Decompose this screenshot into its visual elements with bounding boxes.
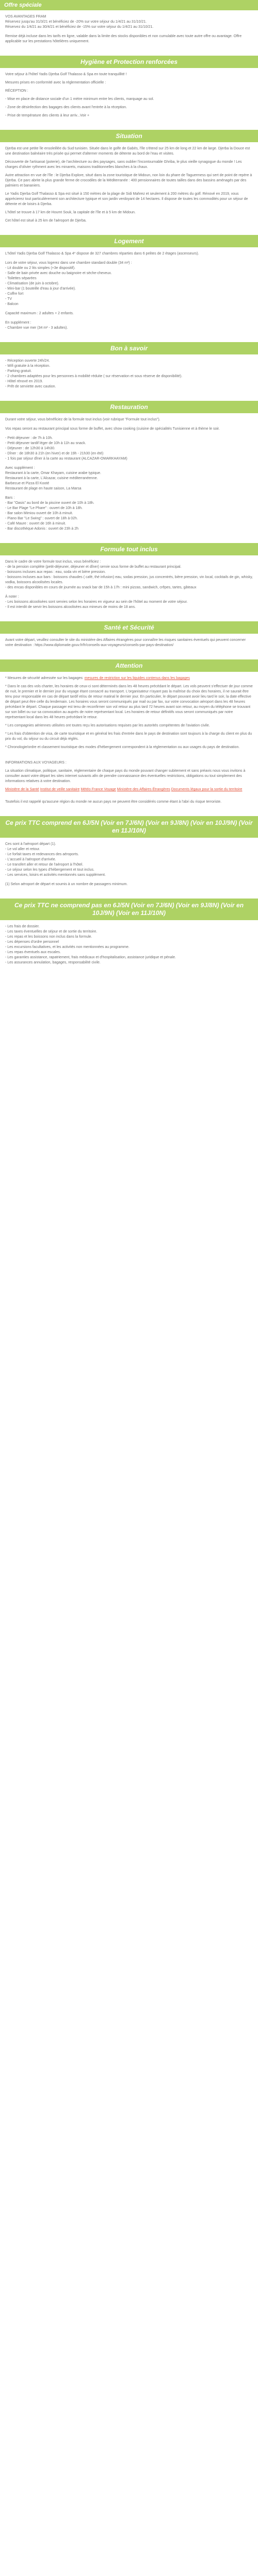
section-hygiene	[0, 68, 258, 118]
text-line: - Lit double ou 2 lits simples (+3e dispositif).	[5, 266, 75, 270]
text-line: - Le forfait taxes et redevances des aéroports.	[5, 853, 79, 856]
paragraph: Avant votre départ, veuillez consulter le site du ministère des Affaires étrangères pour connaître les risques sanitaires éventuels qui peuvent concerner votre destination : https://www.diplomatie.gouv.fr/fr/conseils-aux-voyageurs/conseils-par-pays-destination/	[5, 638, 246, 647]
text-line: - Il est interdit de servir les boissons alcoolisées aux mineurs de moins de 18 ans.	[5, 605, 136, 609]
text-line: - Les frais de dossier.	[5, 925, 40, 928]
text-line: - Les repas et les boissons non inclus dans la formule.	[5, 935, 92, 939]
paragraph: La situation climatique, politique, sanitaire, réglementaire de chaque pays du monde pouvant changer subitement et sans préavis nous vous invitons à consulter avant votre départ les sites internet suivants afin de prendre connaissance des éventuelles restrictions, obligations ou tout simplement des informations relatives à votre destination.	[5, 769, 246, 783]
text-line	[5, 590, 253, 595]
text-line: (1) Selon aéroport de départ et soumis à un nombre de passagers minimum.	[5, 883, 128, 886]
text-line: - Le vol aller et retour.	[5, 848, 40, 851]
text-line: Restaurant à la carte, Omar Khayam, cuisine arabe typique.	[5, 471, 101, 475]
paragraph: * Les compagnies aériennes utilisées ont toutes reçu les autorisations requises par les autorités compétentes de l'aviation civile.	[5, 724, 210, 727]
info-links	[5, 787, 253, 792]
text-line: - Wifi gratuite à la réception.	[5, 364, 51, 368]
text-line: - Petit déjeuner tardif léger de 10h à 11h au snack.	[5, 442, 86, 445]
section-title-attention: Attention	[0, 659, 258, 672]
text-line: Vos repas seront au restaurant principal sous forme de buffet, avec show cooking (cuisine de spécialités Tunisienne et à thème le soir.	[5, 427, 220, 431]
section-restauration	[0, 413, 258, 532]
text-line: Ces sont à l'aéroport départ (1).	[5, 842, 56, 846]
text-line: Bars :	[5, 496, 15, 500]
text-line: Durant votre séjour, vous bénéficiez de la formule tout inclus (voir rubrique "Formule tout inclus").	[5, 418, 160, 421]
text-line: Réservez du 1/4/21 au 30/4/21 et bénéficiez de -15% sur votre séjour du 1/4/21 au 31/10/21.	[5, 25, 154, 29]
text-line: Restaurant à la carte, L'Alcazar, cuisine méditerranéenne.	[5, 477, 98, 480]
text-line: Barbecue et Pizza El Kooté	[5, 482, 50, 485]
attention-footer: Toutefois il est rappelé qu'aucune région du monde ne aucun pays ne peuvent être considérés comme étant à l'abri du risque terroriste.	[5, 800, 222, 804]
link-meteo-france[interactable]: Météo France Voyage	[80, 788, 116, 791]
section-title-hygiene: Hygiène et Protection renforcées	[0, 56, 258, 68]
text-line: - Balcon	[5, 302, 19, 306]
section-title-situation: Situation	[0, 130, 258, 142]
paragraph: - Mise en place de distance sociale d'un 1 mètre minimum entre les clients, marquage au sol.	[5, 97, 154, 101]
text-line: - Bar discothèque Adonis : ouvert de 23h à 2h	[5, 527, 79, 531]
link-institut-veille[interactable]: Institut de veille sanitaire	[40, 788, 80, 791]
section-attention	[0, 672, 258, 805]
text-line: - Toilettes séparées	[5, 277, 37, 280]
text-line	[5, 316, 253, 320]
link-affaires-etrangeres[interactable]: Ministère des Affaires Étrangères	[117, 788, 170, 791]
section-formule	[0, 555, 258, 610]
text-line: - Les services, loisirs et activités mentionnés sans supplément.	[5, 873, 106, 877]
text-line: - Les excursions facultatives, et les activités non mentionnées au programme.	[5, 945, 130, 949]
text-line	[5, 492, 253, 496]
text-line	[5, 432, 253, 436]
text-line: - Réception ouverte 24h/24.	[5, 359, 50, 363]
text-line: VOS AVANTAGES FRAM	[5, 15, 46, 19]
paragraph: RÉCEPTION :	[5, 89, 28, 93]
text-line: - Le transfert aller et retour de l'aéroport à l'hôtel.	[5, 863, 84, 867]
text-line: - Les dépenses d'ordre personnel	[5, 940, 59, 944]
paragraph: - Zone de désinfection des bagages des clients avant l'entrée à la réception.	[5, 106, 127, 109]
text-line: - Coffre fort	[5, 292, 24, 296]
section-logement	[0, 247, 258, 331]
section-securite	[0, 634, 258, 648]
section-title-bon-a-savoir: Bon à savoir	[0, 342, 258, 354]
section-title-restauration: Restauration	[0, 401, 258, 413]
text-line: Dans le cadre de votre formule tout inclus, vous bénéficiez :	[5, 560, 101, 564]
text-line: - de la pension complète (petit-déjeuner, déjeuner et dîner) servie sous forme de buffet au restaurant principal.	[5, 565, 182, 569]
text-line: - Hôtel rénové en 2019.	[5, 380, 43, 383]
text-line: - Les assurances annulation, bagages, responsabilité civile.	[5, 961, 101, 964]
paragraph	[5, 753, 253, 757]
section-inclus	[0, 838, 258, 887]
text-line: Restaurant de plage en haute saison, La Marsa	[5, 487, 82, 490]
section-title-exclus: Ce prix TTC ne comprend pas en 6J/5N (Voir en 7J/6N) (Voir en 9J/8N) (Voir en 10J/9N) (Voir en 11J/10N)	[0, 899, 258, 920]
text-line: Lors de votre séjour, vous logerez dans une chambre standard double (34 m²) :	[5, 261, 132, 265]
text-line: - Les repas éventuels aux escales.	[5, 951, 61, 954]
section-bon-a-savoir	[0, 354, 258, 389]
text-line: - Climatisation (de juin à octobre).	[5, 282, 59, 285]
paragraph: - Prise de température des clients à leur arriv...Voir +	[5, 114, 90, 117]
paragraph: Le Yadis Djerba Golf Thalasso & Spa est situé à 150 mètres de la plage de Sidi Mahrez et seulement à 200 mètres du golf. Rénové en 2019, vous apprécierez tout particulièrement son architecture typique et son jardin verdoyant de 14 hectares. Il dispose de toutes les commodités pour un séjour de détente et de loisirs à Djerba.	[5, 192, 248, 206]
text-line: - Les taxes éventuelles de séjour et de sortie du territoire.	[5, 930, 98, 934]
paragraph: Cet hôtel est situé à 25 km de l'aéroport de Djerba.	[5, 219, 87, 223]
text-line: - Prêt de serviette avec caution.	[5, 385, 56, 388]
text-line: - L'accueil à l'aéroport d'arrivée.	[5, 858, 56, 861]
text-line: - Bar "Oasis" au bord de la piscine ouvert de 10h à 18h.	[5, 501, 94, 505]
text-line	[5, 257, 253, 261]
paragraph: Découverte de l'artisanat (poterie), de l'architecture ou des paysages, sans oublier l'incontournable Ghriba, le plus vieille synagogue du monde ! Les charges d'olivier rythment avec les minarets, maisons traditionnelles blanches à la chaux.	[5, 160, 242, 169]
text-line: L'hôtel Yadis Djerba Golf Thalasso & Spa 4* dispose de 327 chambres réparties dans 6 pelites de 2 étages (ascenseurs).	[5, 252, 199, 256]
text-line: - Déjeuner : de 12h30 à 14h30.	[5, 447, 55, 450]
text-line: - Le séjour selon les types d'hébergement et tout inclus.	[5, 868, 94, 872]
paragraph: Djerba est une petite île ensoleillée du Sud tunisien. Située dans le golfe de Gabès, l'île s'étend sur 25 km de long et 22 km de large. Djerba la Douce est une destination balnéaire très prisée qui permet d'alterner moments de détente au bord de l'eau et visites.	[5, 147, 250, 156]
text-line: - Café Maure : ouvert de 16h à minuit.	[5, 522, 66, 526]
text-line: - Le Bar Plage "Le Phare" : ouvert de 10h à 18h.	[5, 506, 83, 510]
text-line: - des encas disponibles en cours de journée au snack bar de 15h à 17h : mini pizzas, sandwich, crêpes, tartes, gâteaux	[5, 586, 197, 589]
section-exclus	[0, 920, 258, 965]
attention-intro-text: * Mesures de sécurité adressée sur les bagages:	[5, 676, 85, 680]
text-line: - Dîner : de 18h30 à 21h (en hiver) et de 19h - 21h30 (en été)	[5, 452, 104, 455]
section-title-formule: Formule tout inclus	[0, 543, 258, 555]
text-line: - Piano Bar "Le Swing" : ouvert de 18h à 02h.	[5, 517, 78, 520]
text-line	[5, 307, 253, 311]
text-line	[5, 30, 253, 34]
text-line: Remise déjà incluse dans les tarifs en ligne, valable dans la limite des stocks disponibles et non cumulable avec toute autre offre ou avantage. Offre applicable sur les prestations hôtelières uniquement.	[5, 35, 242, 43]
text-line	[5, 422, 253, 427]
text-line: - Chambre vue mer (34 m² - 3 adultes).	[5, 326, 68, 330]
liquids-restriction-link[interactable]: mesures de restriction sur les liquides contenus dans les bagages	[84, 676, 190, 680]
text-line: - Parking gratuit.	[5, 369, 32, 373]
text-line: - Bar salon Mimiou ouvert de 10h à minuit.	[5, 512, 73, 515]
text-line: - boissons incluses aux repas : eau, soda vin et bière pression.	[5, 570, 106, 574]
text-line: - 2 chambres adaptées pour les personnes à mobilité réduite ( sur réservation et sous réserve de disponibilité).	[5, 375, 183, 378]
text-line: - TV	[5, 297, 12, 301]
text-line: Avec supplément :	[5, 466, 35, 470]
paragraph: * Chronologie/ordre et classement touristique des modes d'hébergement correspondent à la réglementation ou aux usages du pays de destination.	[5, 745, 240, 749]
attention-intro	[5, 676, 253, 681]
text-line: Réservez jusqu'au 31/3/21 et bénéficiez de -20% sur votre séjour du 1/4/21 au 31/10/21.	[5, 20, 147, 24]
text-line: À noter :	[5, 595, 19, 599]
paragraph: * Les frais d'obtention de visa, de carte touristique et en général les frais d'entrée dans le pays de destination sont toujours à la charge du client en plus du prix du vol, du séjour ou du circuit déjà réglés.	[5, 732, 252, 741]
text-line: - Les boissons alcoolisées sont servies selon les horaires en vigueur au sein de l'hôtel au moment de votre séjour.	[5, 600, 188, 604]
text-line: - Les garanties assistance, rapatriement, frais médicaux et d'hospitalisation, assistance juridique et pénale.	[5, 956, 176, 959]
section-offre	[0, 10, 258, 44]
attention-paragraphs	[5, 684, 253, 784]
section-title-logement: Logement	[0, 235, 258, 247]
text-line: Capacité maximum : 2 adultes + 2 enfants.	[5, 312, 74, 315]
section-situation	[0, 142, 258, 224]
section-title-inclus: Ce prix TTC comprend en 6J/5N (Voir en 7J/6N) (Voir en 9J/8N) (Voir en 10J/9N) (Voir en 11J/10N)	[0, 816, 258, 838]
text-line: - Mini-bar (1 bouteille d'eau à jour d'arrivée).	[5, 287, 76, 291]
paragraph: L'hôtel se trouve à 17 km de Houmt Souk, la capitale de l'île et à 5 km de Midoun.	[5, 211, 136, 214]
link-documents-legaux[interactable]: Documents légaux pour la sortie du territoire	[171, 788, 243, 791]
text-line: - Petit déjeuner : de 7h à 10h.	[5, 436, 53, 440]
text-line	[5, 878, 253, 882]
text-line: En supplément :	[5, 321, 31, 325]
text-line: - 1 fois par séjour dîner à la carte au restaurant (ALCAZAR-OMARKHAYAM)	[5, 457, 127, 461]
section-title-offre: Offre spéciale	[0, 0, 258, 10]
paragraph: INFORMATIONS AUX VOYAGEURS :	[5, 761, 67, 765]
paragraph: Votre séjour à l'hôtel Yadis Djerba Golf Thalasso & Spa en toute tranquillité !	[5, 73, 127, 76]
section-title-securite: Santé et Sécurité	[0, 621, 258, 634]
paragraph: * Dans le cas des vols charter, les horaires de ceux-ci sont déterminés dans les 48 heures précédant le départ. Les vols peuvent s'effectuer de jour comme de nuit, le premier et le dernier jour du voyage étant consacré au transport. L'organisateur n'ayant pas la maîtrise du choix des horaires, il ne saurait être tenu pour responsable en cas de départ tardif et/ou de retour matinal le dernier jour. En particulier, le départ pouvant avoir lieu tard le soir, la date effective de départ peut être celle du lendemain. Les horaires vous seront communiqués par mail ou par fax, sur votre convocation aéroport dans les 48 heures précédant le départ. Chaque passager est tenu de reconfirmer son vol retour au plus tard 72 heures avant son retour, au moyen du téléphone se trouvant sur son billet ou sur sa convocation au auprès de notre représentant local. Les horaires de retour définitifs vous seront communiqués par notre représentant local dans les 48 heures précédant le retour.	[5, 685, 253, 719]
paragraph: Mesures prises en conformité avec la réglementation officielle :	[5, 81, 106, 84]
paragraph: Autre attraction en vue de l'île : le Djerba Explore, situé dans la zone touristique de Midoun, non loin du phare de Taguermess qui sert de point de repère à Djerba. Ce parc abrite la plus grande ferme de crocodiles de la Méditerranée : 400 pensionnaires de toutes tailles dans des bassins aménagés par des palmiers et bananiers.	[5, 174, 252, 188]
text-line: - boissons incluses aux bars : boissons chaudes ( café, thé infusion) eau, sodas pression, jus concentrés, bière pression, vin local, cocktails de gin, whisky, vodka, boissons alcoolisées locales.	[5, 575, 253, 584]
link-ministere-sante[interactable]: Ministère de la Santé	[5, 788, 39, 791]
text-line	[5, 462, 253, 466]
text-line: - Salle de bain privée avec douche ou baignoire et sèche-cheveux.	[5, 272, 112, 275]
